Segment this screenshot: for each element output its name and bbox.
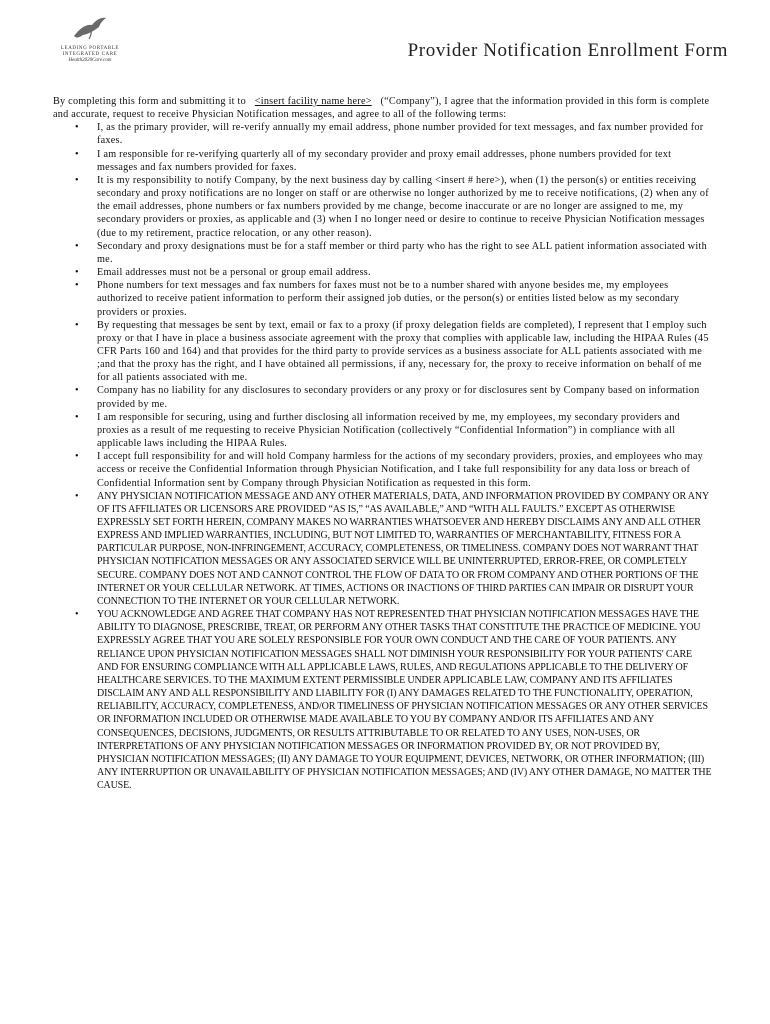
- disclaimer-text: ANY PHYSICIAN NOTIFICATION MESSAGE AND ANY OTHER MATERIALS, DATA, AND INFORMATION PROVIDED BY COMPANY OR ANY OF ITS AFFILIATES OR LICENSORS ARE PROVIDED “AS IS,” “AS AVAILABLE,” AND “WITH ALL FAULTS.” EXCEPT AS OTHERWISE EXPRESSLY SET FORTH HEREIN, COMPANY MAKES NO WARRANTIES WHATSOEVER AND HEREBY DISCLAIMS ANY AND ALL OTHER EXPRESS AND IMPLIED WARRANTIES, INCLUDING, BUT NOT LIMITED TO, WARRANTIES OF MERCHANTABILITY, FITNESS FOR A PARTICULAR PURPOSE, NON-INFRINGEMENT, ACCURACY, COMPLETENESS, OR TIMELINESS. COMPANY DOES NOT WARRANT THAT PHYSICIAN NOTIFICATION MESSAGES OR ANY ASSOCIATED SERVICE WILL BE UNINTERRUPTED, ERROR-FREE, OR COMPLETELY SECURE. COMPANY DOES NOT AND CANNOT CONTROL THE FLOW OF DATA TO OR FROM COMPANY AND OTHER PORTIONS OF THE INTERNET OR YOUR CELLULAR NETWORK. AT TIMES, ACTIONS OR INACTIONS OF THIRD PARTIES CAN IMPAIR OR DISRUPT YOUR CONNECTION TO THE INTERNET OR YOUR CELLULAR NETWORK.: [97, 490, 709, 607]
- term-text: I am responsible for re-verifying quarterly all of my secondary provider and proxy email addresses, phone numbers provided for text messages and fax numbers provided for faxes.: [97, 148, 672, 173]
- term-text: Email addresses must not be a personal or group email address.: [97, 267, 371, 279]
- bullet-icon: •: [75, 122, 79, 134]
- form-body: [53, 95, 713, 792]
- intro-after: (“Company”), I agree that the information provided in this form is complete and accurate, request to receive Physician Notification messages, and agree to all of the following terms:: [53, 96, 710, 121]
- bullet-icon: •: [75, 240, 79, 252]
- intro-paragraph: [53, 95, 713, 121]
- term-item: [53, 174, 713, 240]
- term-text: It is my responsibility to notify Company, by the next business day by calling <insert # here>), when (1) the person(s) or entities receiving secondary and proxy notifications are no longer on staff or are otherwise no longer authorized by me to receive notifications, (2) when any of the email addresses, phone numbers or fax numbers provided by me change, become inaccurate or are no longer are assigned to me, my secondary providers or proxies, as applicable and (3) when I no longer need or desire to continue to receive Physician Notification messages (due to my retirement, practice relocation, or any other reason).: [97, 174, 709, 239]
- term-item: [53, 411, 713, 450]
- bullet-icon: •: [75, 174, 79, 186]
- bullet-icon: •: [75, 385, 79, 397]
- term-item: [53, 148, 713, 174]
- term-text: I accept full responsibility for and will hold Company harmless for the actions of my secondary providers, proxies, and employees who may access or receive the Confidential Information through Physician Notification, and I take full responsibility for any data loss or breach of Confidential Information sent by Company through Physician Notification as requested in this form.: [97, 451, 704, 489]
- bullet-icon: •: [75, 319, 79, 331]
- term-text: Secondary and proxy designations must be for a staff member or third party who has the right to see ALL patient information associated with me.: [97, 240, 707, 265]
- term-text: By requesting that messages be sent by text, email or fax to a proxy (if proxy delegation fields are completed), I represent that I employ such proxy or that I have in place a business associate agreement with the proxy that complies with applicable law, including the HIPAA Rules (45 CFR Parts 160 and 164) and that provides for the third party to provide services as a business associate for ALL patients associated with me ;and that the proxy has the right, and I have obtained all permissions, if any, necessary for, the proxy to receive information on behalf of me for all patients associated with me.: [97, 319, 709, 384]
- bullet-icon: •: [75, 267, 79, 279]
- term-text: Phone numbers for text messages and fax numbers for faxes must not be to a number shared with anyone besides me, my employees authorized to receive patient information to perform their assigned job duties, or the person(s) or entities listed below as my secondary providers or proxies.: [97, 280, 680, 318]
- term-text: Company has no liability for any disclosures to secondary providers or any proxy or for disclosures sent by Company based on information provided by me.: [97, 385, 700, 410]
- intro-before: By completing this form and submitting it to: [53, 96, 249, 107]
- disclaimer-item: [53, 608, 713, 792]
- term-item: [53, 240, 713, 266]
- term-text: I am responsible for securing, using and further disclosing all information received by me, my employees, my secondary providers and proxies as a result of me requesting to receive Physician Notification (collectively “Confidential Information”) in compliance with all applicable laws including the HIPAA Rules.: [97, 411, 680, 450]
- disclaimer-item: [53, 490, 713, 608]
- bullet-icon: •: [75, 411, 79, 423]
- logo-brand: LEADING PORTABLE INTEGRATED CARE: [60, 46, 120, 57]
- term-item: [53, 450, 713, 489]
- facility-name-placeholder[interactable]: <insert facility name here>: [254, 96, 372, 107]
- term-item: [53, 266, 713, 279]
- disclaimer-text: YOU ACKNOWLEDGE AND AGREE THAT COMPANY HAS NOT REPRESENTED THAT PHYSICIAN NOTIFICATION MESSAGES HAVE THE ABILITY TO DIAGNOSE, PRESCRIBE, TREAT, OR PERFORM ANY OTHER TASKS THAT CONSTITUTE THE PRACTICE OF MEDICINE. YOU EXPRESSLY AGREE THAT YOU ARE SOLELY RESPONSIBLE FOR YOUR OWN CONDUCT AND THE CARE OF YOUR PATIENTS. ANY RELIANCE UPON PHYSICIAN NOTIFICATION MESSAGES SHALL NOT DIMINISH YOUR RESPONSIBILITY FOR YOUR PATIENTS' CARE AND FOR ENSURING COMPLIANCE WITH ALL APPLICABLE LAWS, RULES, AND REGULATIONS APPLICABLE TO THE DELIVERY OF HEALTHCARE SERVICES. TO THE MAXIMUM EXTENT PERMISSIBLE UNDER APPLICABLE LAW, COMPANY AND ITS AFFILIATES DISCLAIM ANY AND ALL RESPONSIBILITY AND LIABILITY FOR (I) ANY DAMAGES RELATED TO THE FUNCTIONALITY, OPERATION, RELIABILITY, ACCURACY, COMPLETENESS, AND/OR TIMELINESS OF PHYSICIAN NOTIFICATION MESSAGES OR ANY OTHER SERVICES OR INFORMATION INCLUDED OR OTHERWISE MADE AVAILABLE TO YOU BY COMPANY AND/OR ITS AFFILIATES AND ANY CONSEQUENCES, DECISIONS, JUDGMENTS, OR RESULTS ATTRIBUTABLE TO OR RELATED TO ANY USES, NON-USES, OR INTERPRETATIONS OF ANY PHYSICIAN NOTIFICATION MESSAGES OR INFORMATION PROVIDED BY, OR NOT PROVIDED BY, PHYSICIAN NOTIFICATION MESSAGES; (II) ANY DAMAGE TO YOUR EQUIPMENT, DEVICES, NETWORK, OR OTHER INFORMATION; (III) ANY INTERRUPTION OR UNAVAILABILITY OF PHYSICIAN NOTIFICATION MESSAGES; AND (IV) ANY OTHER DAMAGE, NO MATTER THE CAUSE.: [97, 609, 712, 792]
- company-logo: [48, 14, 132, 64]
- term-text: I, as the primary provider, will re-verify annually my email address, phone number provided for text messages, and fax number provided for faxes.: [97, 122, 704, 147]
- logo-website: Health2020Care.com: [68, 58, 112, 63]
- page-title: Provider Notification Enrollment Form: [407, 40, 728, 61]
- bird-icon: [70, 14, 110, 44]
- term-item: [53, 319, 713, 385]
- bullet-icon: •: [75, 148, 79, 160]
- bullet-icon: •: [75, 280, 79, 292]
- term-item: [53, 279, 713, 318]
- term-item: [53, 384, 713, 410]
- bullet-icon: •: [75, 609, 79, 621]
- terms-list: [53, 121, 713, 792]
- term-item: [53, 121, 713, 147]
- bullet-icon: •: [75, 451, 79, 463]
- bullet-icon: •: [75, 490, 79, 502]
